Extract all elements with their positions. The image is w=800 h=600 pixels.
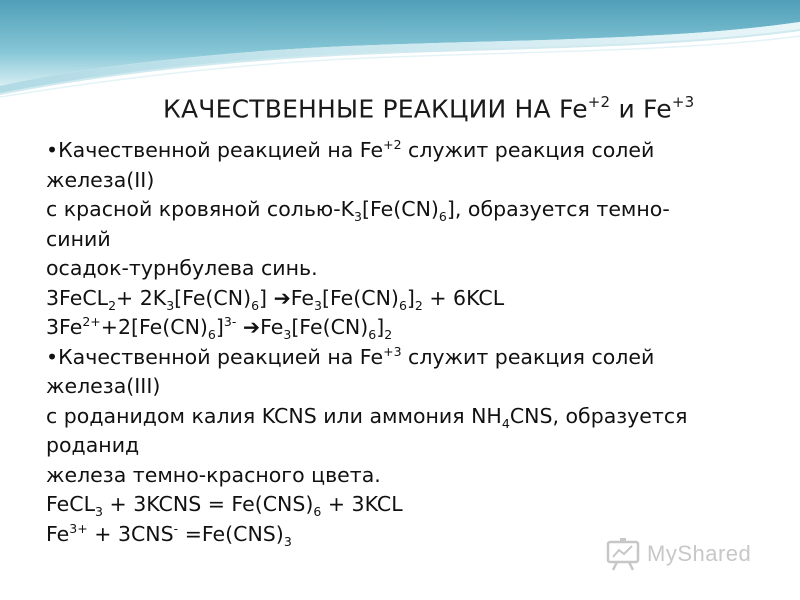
arrow-right-icon: ➔ bbox=[273, 285, 291, 310]
subscript: 6 bbox=[398, 297, 407, 313]
subscript: 6 bbox=[438, 209, 447, 224]
text-run: =Fe(CNS) bbox=[178, 521, 284, 546]
text-run: ] bbox=[406, 285, 415, 310]
text-run: •Качественной реакцией на Fe bbox=[46, 344, 384, 369]
text-run: [Fe(CN) bbox=[174, 285, 252, 310]
text-run: +2[Fe(CN) bbox=[100, 315, 208, 339]
text-run: •Качественной реакцией на Fe bbox=[46, 138, 384, 162]
body-line bbox=[46, 313, 766, 343]
text-run: с роданидом калия KCNS или аммония NH bbox=[46, 403, 502, 428]
text-run: осадок-турнбулева синь. bbox=[46, 256, 318, 280]
slide-title bbox=[163, 94, 694, 123]
text-run: железа(III) bbox=[46, 374, 161, 398]
body-line bbox=[46, 166, 766, 196]
text-run: + 2K bbox=[116, 285, 167, 310]
header-wave-decoration bbox=[0, 0, 800, 100]
subscript: 3 bbox=[166, 297, 175, 313]
body-line bbox=[46, 136, 766, 166]
subscript: 3 bbox=[283, 533, 292, 549]
text-run: [Fe(CN) bbox=[361, 197, 439, 221]
body-line bbox=[46, 372, 766, 402]
body-line bbox=[46, 254, 766, 284]
text-run: синий bbox=[46, 226, 111, 251]
text-run: Fe bbox=[46, 521, 70, 546]
text-run: ], образуется темно- bbox=[446, 197, 670, 221]
text-run: ] bbox=[259, 285, 274, 310]
text-run: + 3KCNS = Fe(CNS) bbox=[102, 492, 314, 516]
text-run: ] bbox=[376, 315, 385, 339]
body-line bbox=[46, 343, 766, 373]
superscript: +2 bbox=[383, 137, 402, 152]
subscript: 2 bbox=[384, 327, 393, 342]
body-line bbox=[46, 490, 766, 520]
text-run: + 3KCL bbox=[321, 492, 403, 516]
subscript: 6 bbox=[207, 327, 216, 342]
text-run: КАЧЕСТВЕННЫЕ РЕАКЦИИ НА Fe bbox=[163, 94, 588, 124]
watermark-text: MyShared bbox=[647, 541, 752, 566]
slide-body bbox=[46, 136, 766, 549]
body-line bbox=[46, 195, 766, 225]
text-run: и Fe bbox=[610, 94, 672, 124]
superscript: +3 bbox=[671, 93, 695, 111]
body-line bbox=[46, 461, 766, 491]
subscript: 3 bbox=[283, 327, 292, 342]
text-run: служит реакция солей bbox=[401, 138, 655, 162]
text-run: Fe bbox=[290, 285, 315, 310]
subscript: 6 bbox=[251, 297, 260, 313]
text-run: 3FeCL bbox=[46, 285, 109, 310]
text-run: железа(II) bbox=[46, 167, 155, 192]
superscript: +2 bbox=[587, 93, 611, 111]
body-line bbox=[46, 225, 766, 255]
text-run: + 3CNS bbox=[87, 521, 174, 546]
text-run: FeCL bbox=[46, 492, 96, 516]
subscript: 4 bbox=[501, 415, 510, 431]
subscript: 3 bbox=[95, 504, 103, 519]
text-run: CNS, образуется bbox=[509, 403, 688, 428]
watermark bbox=[605, 536, 751, 572]
superscript: - bbox=[173, 520, 179, 536]
text-run: [Fe(CN) bbox=[322, 285, 399, 310]
body-line bbox=[46, 284, 766, 314]
text-run: служит реакция солей bbox=[401, 344, 655, 369]
text-run: Fe bbox=[260, 315, 284, 339]
superscript: 3+ bbox=[69, 520, 88, 536]
text-run: 3Fe bbox=[46, 315, 83, 339]
arrow-right-icon: ➔ bbox=[242, 315, 261, 339]
text-run: ] bbox=[215, 315, 224, 339]
subscript: 3 bbox=[314, 297, 322, 313]
body-line bbox=[46, 431, 766, 461]
superscript: +3 bbox=[383, 343, 402, 359]
text-run: железа темно-красного цвета. bbox=[46, 462, 381, 487]
text-run: с красной кровяной солью-K bbox=[46, 197, 355, 221]
subscript: 6 bbox=[313, 504, 322, 519]
subscript: 2 bbox=[414, 297, 423, 313]
text-run: роданид bbox=[46, 433, 140, 457]
subscript: 6 bbox=[368, 327, 377, 342]
text-run: [Fe(CN) bbox=[291, 315, 369, 339]
presentation-board-icon bbox=[605, 537, 641, 571]
subscript: 2 bbox=[108, 297, 117, 313]
superscript: 3- bbox=[223, 314, 237, 329]
text-run: + 6KCL bbox=[422, 285, 505, 310]
subscript: 3 bbox=[354, 209, 362, 224]
superscript: 2+ bbox=[82, 314, 101, 329]
body-line bbox=[46, 402, 766, 432]
